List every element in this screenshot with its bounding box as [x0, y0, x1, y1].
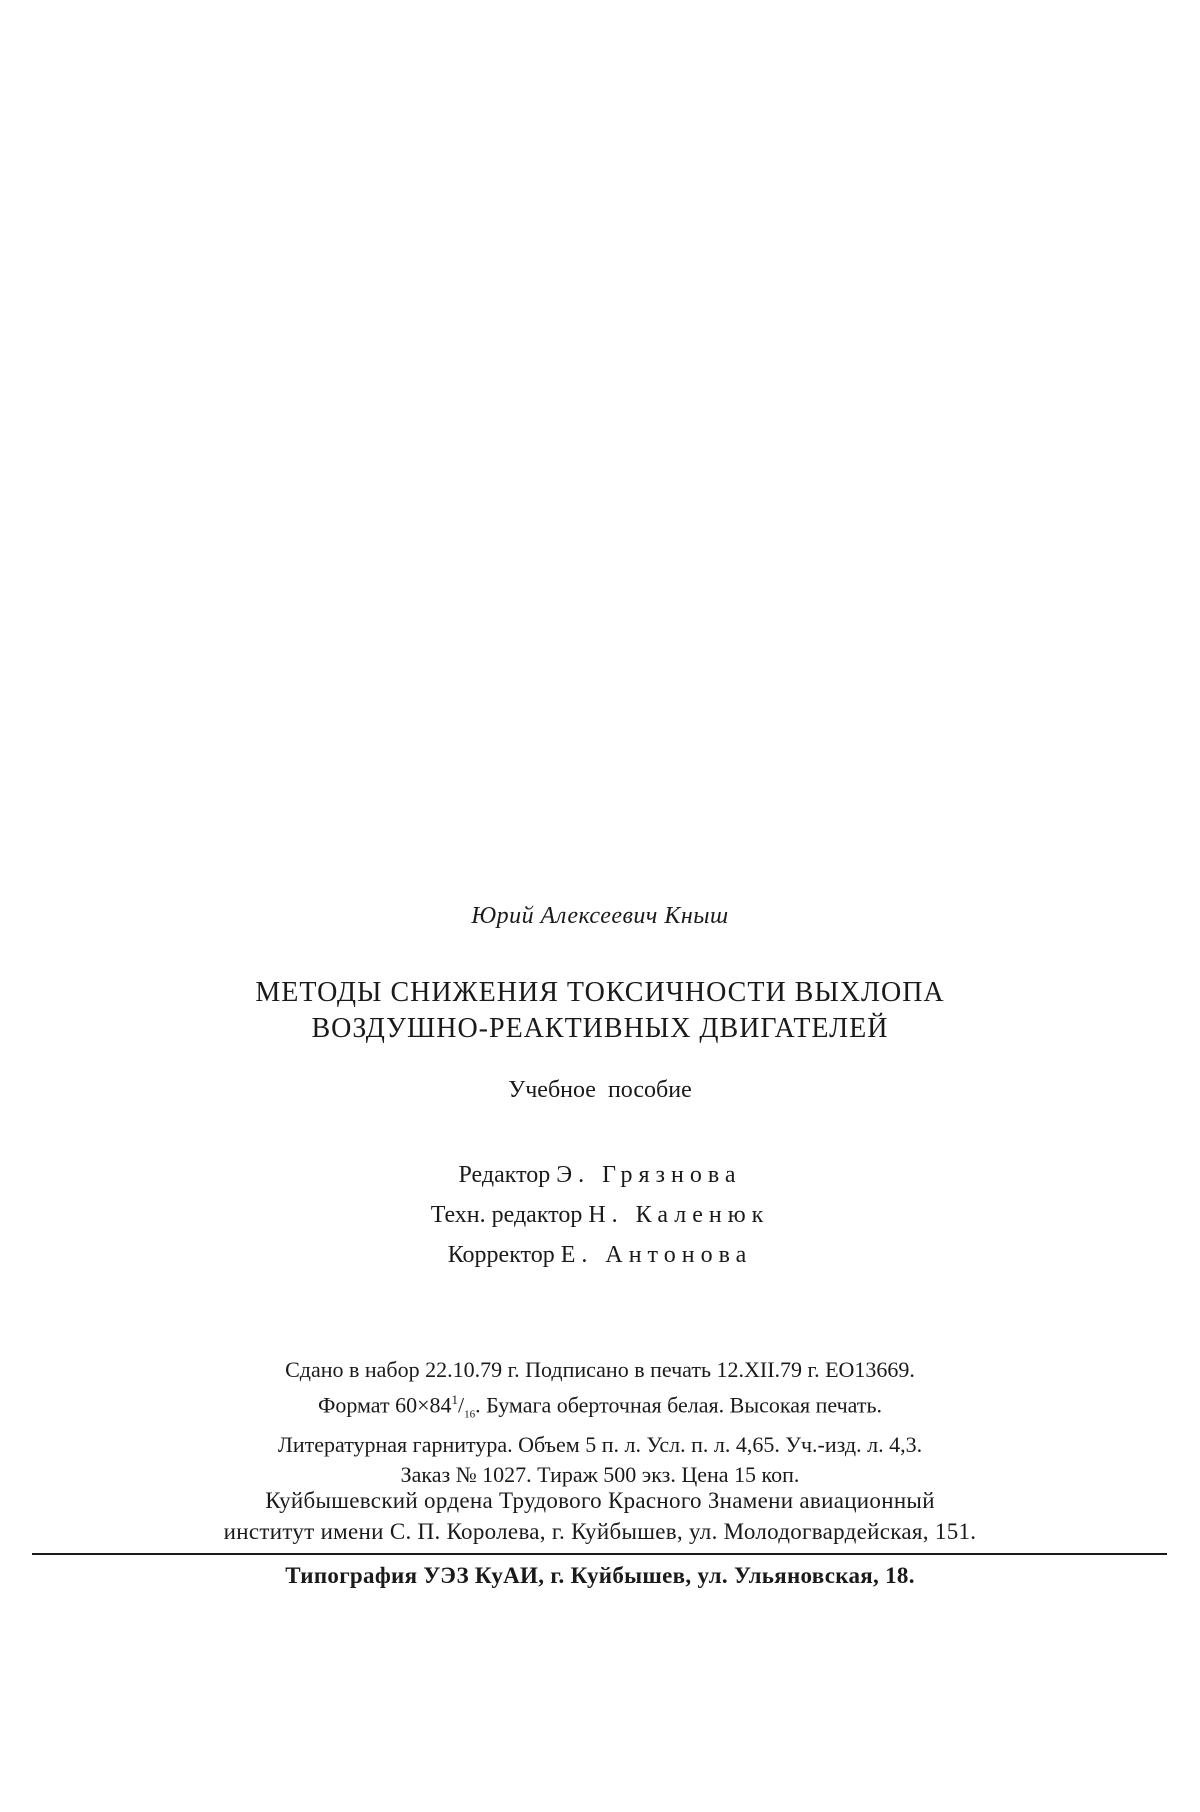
institute-line-1: Куйбышевский ордена Трудового Красного Знамени авиационный	[265, 1488, 935, 1513]
book-title-line-2: ВОЗДУШНО-РЕАКТИВНЫХ ДВИГАТЕЛЕЙ	[311, 1013, 889, 1044]
staff-editor	[0, 1155, 1200, 1195]
publisher-institute	[0, 1485, 1200, 1547]
book-title	[0, 975, 1200, 1047]
imprint-format-prefix: Формат 60×84	[317, 1392, 452, 1418]
printing-house: Типография УЭЗ КуАИ, г. Куйбышев, ул. Ульяновская, 18.	[285, 1563, 915, 1588]
print-imprint	[0, 1355, 1200, 1490]
editorial-staff	[0, 1155, 1200, 1275]
staff-role: Техн. редактор	[430, 1202, 583, 1228]
divider-rule	[32, 1553, 1167, 1555]
staff-role: Корректор	[447, 1242, 555, 1268]
author-name: Юрий Алексеевич Кныш	[471, 903, 729, 929]
staff-name: Н. Каленюк	[588, 1202, 770, 1228]
staff-proofreader	[0, 1235, 1200, 1275]
imprint-line-4: Заказ № 1027. Тираж 500 экз. Цена 15 коп.	[400, 1461, 800, 1487]
staff-name: Е. Антонова	[560, 1242, 753, 1268]
imprint-format-numerator: 1	[451, 1392, 459, 1407]
imprint-line-3: Литературная гарнитура. Объем 5 п. л. Усл. п. л. 4,65. Уч.-изд. л. 4,3.	[277, 1431, 923, 1457]
book-title-line-1: МЕТОДЫ СНИЖЕНИЯ ТОКСИЧНОСТИ ВЫХЛОПА	[255, 977, 945, 1008]
imprint-line-2: Формат $60\times 84^1/_{16}$. Бумага оберточная белая. Высокая печать.	[317, 1392, 883, 1421]
institute-line-2: институт имени С. П. Королева, г. Куйбышев, ул. Молодогвардейская, 151.	[223, 1519, 977, 1544]
imprint-format-denominator: 16	[464, 1408, 476, 1421]
imprint-line-1: Сдано в набор 22.10.79 г. Подписано в печать 12.XII.79 г. ЕО13669.	[285, 1357, 915, 1382]
staff-role: Редактор	[458, 1162, 551, 1188]
imprint-format-suffix: . Бумага оберточная белая. Высокая печать.	[475, 1392, 883, 1418]
staff-name: Э. Грязнова	[556, 1162, 742, 1188]
staff-tech-editor	[0, 1195, 1200, 1235]
book-subtitle: Учебное пособие	[508, 1077, 692, 1103]
